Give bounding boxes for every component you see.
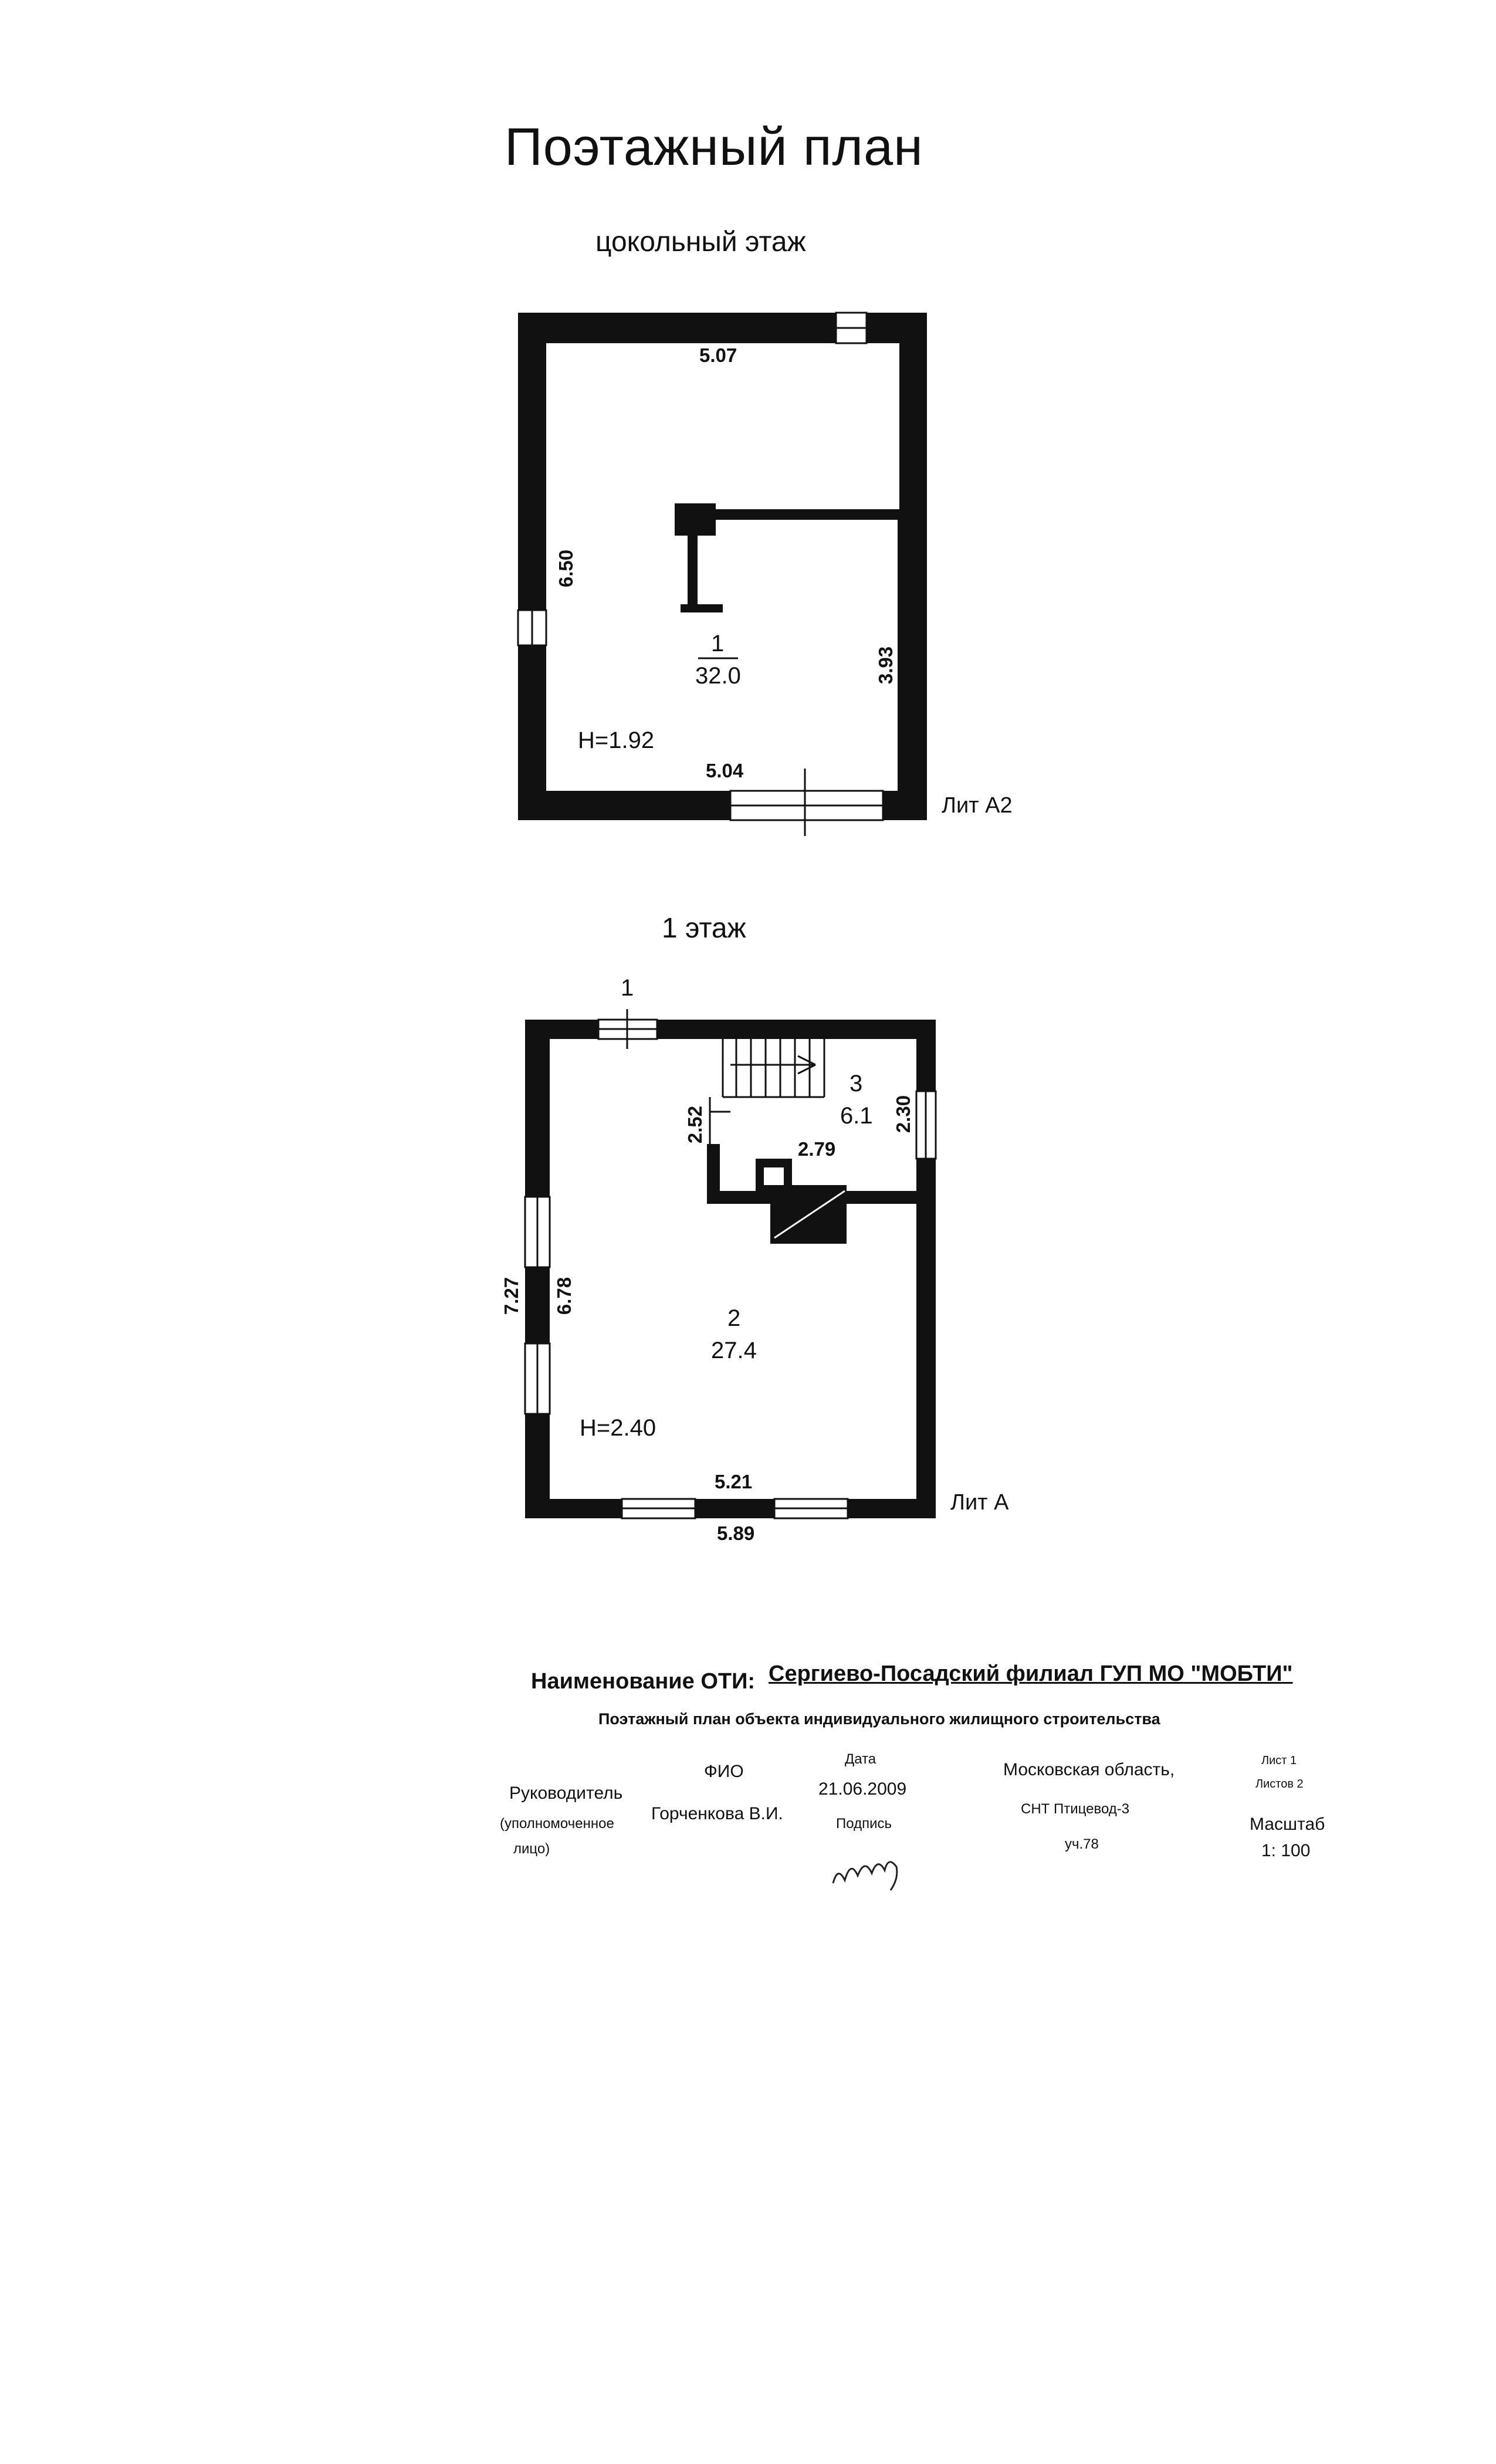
first-floor-height: H=2.40 <box>580 1415 656 1441</box>
first-floor-room-number: 2 <box>727 1305 741 1331</box>
basement-dim-left: 6.50 <box>555 549 577 588</box>
first-floor-dim-outer-bottom: 5.89 <box>717 1522 755 1544</box>
basement-room-number: 1 <box>711 631 725 656</box>
date-value: 21.06.2009 <box>818 1779 907 1799</box>
basement-dim-bottom: 5.04 <box>706 760 744 781</box>
first-floor-inner-left: 6.78 <box>553 1277 576 1315</box>
scale-value: 1: 100 <box>1261 1841 1311 1860</box>
first-floor-heading: 1 этаж <box>662 913 746 944</box>
role-line-1: Руководитель <box>509 1783 623 1803</box>
basement-height: H=1.92 <box>578 727 655 753</box>
first-floor-dim-stair-left: 2.52 <box>684 1105 706 1144</box>
oti-label: Наименование ОТИ: <box>531 1669 756 1694</box>
document-description: Поэтажный план объекта индивидуального жилищного строительства <box>598 1710 1160 1728</box>
address-line-1: Московская область, <box>1003 1760 1175 1779</box>
fio-label: ФИО <box>704 1762 744 1781</box>
sheets-total: Листов 2 <box>1255 1778 1304 1791</box>
first-floor-lit: Лит А <box>950 1490 1009 1515</box>
first-floor-dim-stair-right: 2.30 <box>892 1095 915 1133</box>
signature-label: Подпись <box>836 1816 892 1832</box>
date-label: Дата <box>845 1751 876 1767</box>
first-floor-door-marker: 1 <box>621 975 634 1001</box>
fio-value: Горченкова В.И. <box>651 1804 783 1823</box>
first-floor-dim-inner-bottom: 5.21 <box>715 1471 753 1492</box>
first-floor-stair-room-area: 6.1 <box>840 1103 873 1129</box>
first-floor-outer-left: 7.27 <box>500 1277 523 1315</box>
scale-label: Масштаб <box>1250 1815 1325 1834</box>
address-line-3: уч.78 <box>1065 1836 1099 1852</box>
first-floor-dim-stair-width: 2.79 <box>798 1138 836 1160</box>
basement-room-area: 32.0 <box>695 663 741 689</box>
role-line-2: (уполномоченное <box>500 1816 614 1832</box>
basement-lit: Лит А2 <box>942 793 1013 818</box>
sheet-number: Лист 1 <box>1261 1754 1297 1767</box>
basement-dim-top: 5.07 <box>699 344 737 366</box>
first-floor-room-area: 27.4 <box>711 1338 757 1363</box>
oti-value: Сергиево-Посадский филиал ГУП МО "МОБТИ" <box>769 1661 1293 1686</box>
role-line-3: лицо) <box>513 1841 550 1857</box>
basement-dim-right: 3.93 <box>875 646 897 685</box>
basement-heading: цокольный этаж <box>595 226 806 258</box>
address-line-2: СНТ Птицевод-3 <box>1021 1801 1130 1817</box>
first-floor-stair-room-number: 3 <box>849 1071 863 1096</box>
page-title: Поэтажный план <box>505 118 923 177</box>
